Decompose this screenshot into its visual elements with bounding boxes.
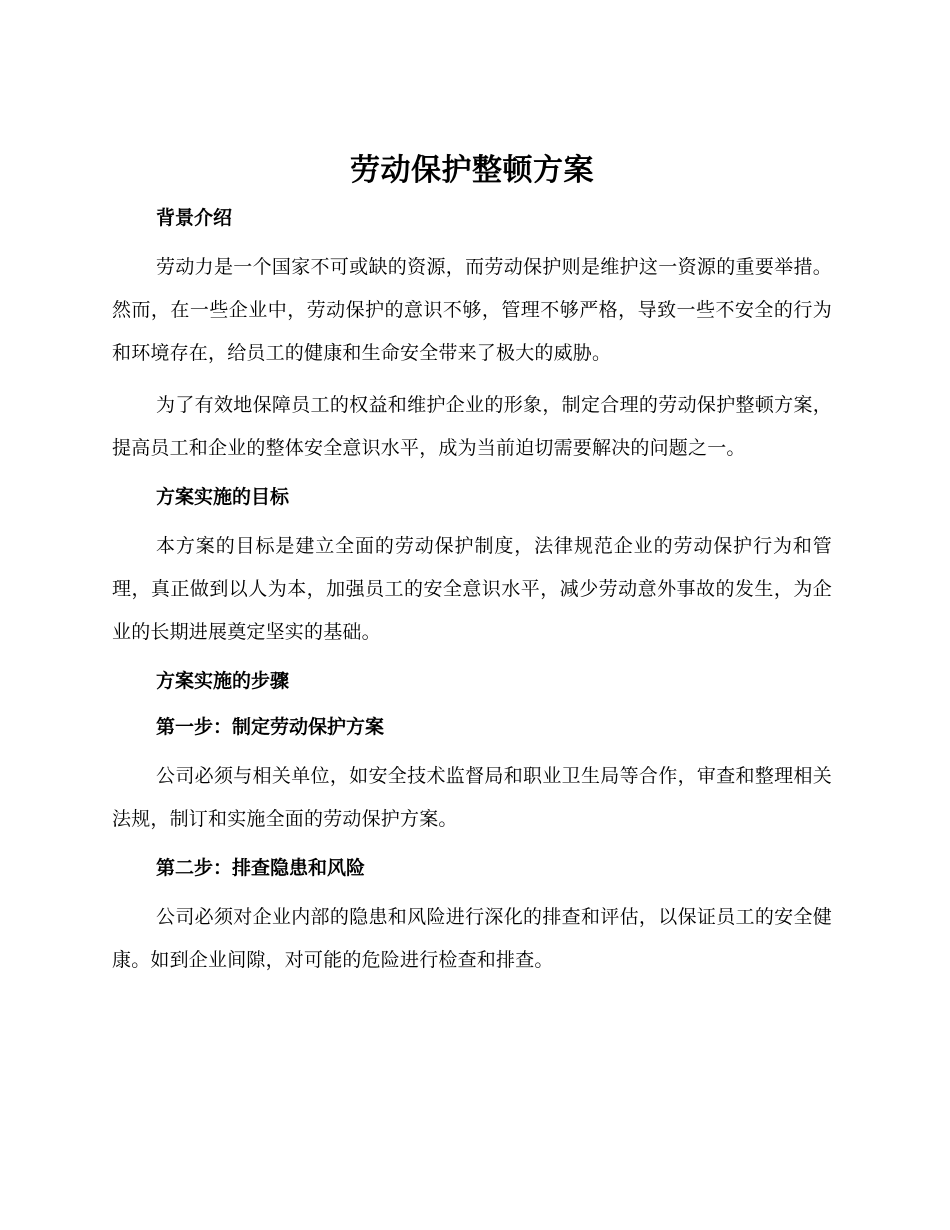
step-one-paragraph: 公司必须与相关单位，如安全技术监督局和职业卫生局等合作，审查和整理相关法规，制订和实施全面的劳动保护方案。: [112, 765, 832, 830]
section-heading-background: 背景介绍: [156, 207, 233, 229]
document-body: [112, 146, 832, 991]
section-heading-goals: 方案实施的目标: [156, 486, 290, 508]
step-two-heading: 第二步：排查隐患和风险: [156, 857, 366, 879]
step-two-paragraph: 公司必须对企业内部的隐患和风险进行深化的排查和评估，以保证员工的安全健康。如到企业间隙，对可能的危险进行检查和排查。: [112, 906, 832, 971]
goals-paragraph: 本方案的目标是建立全面的劳动保护制度，法律规范企业的劳动保护行为和管理，真正做到以人为本，加强员工的安全意识水平，减少劳动意外事故的发生，为企业的长期进展奠定坚实的基础。: [112, 535, 832, 643]
section-heading-steps: 方案实施的步骤: [156, 670, 290, 692]
step-one-heading: 第一步：制定劳动保护方案: [156, 716, 385, 738]
background-paragraph-1: 劳动力是一个国家不可或缺的资源，而劳动保护则是维护这一资源的重要举措。然而，在一些企业中，劳动保护的意识不够，管理不够严格，导致一些不安全的行为和环境存在，给员工的健康和生命安全带来了极大的威胁。: [112, 256, 832, 364]
background-paragraph-2: 为了有效地保障员工的权益和维护企业的形象，制定合理的劳动保护整顿方案，提高员工和企业的整体安全意识水平，成为当前迫切需要解决的问题之一。: [112, 394, 832, 459]
document-title: 劳动保护整顿方案: [350, 153, 594, 188]
